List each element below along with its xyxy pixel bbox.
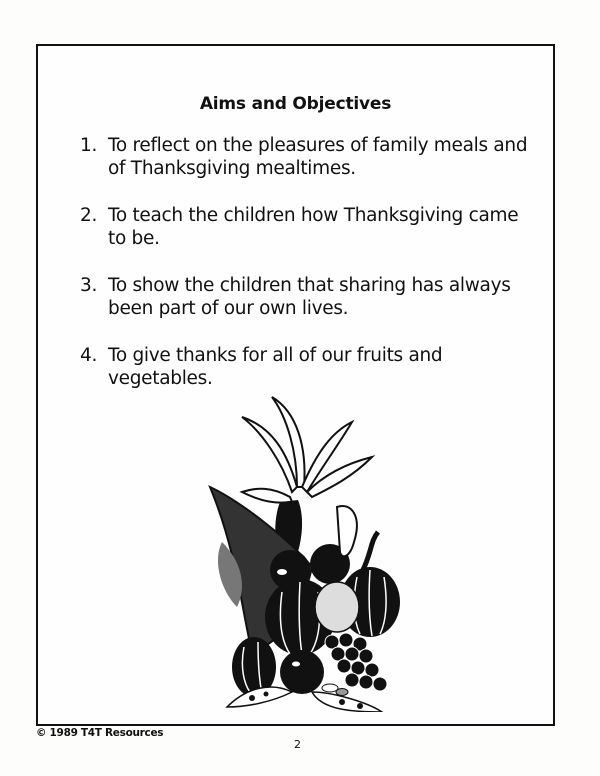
objective-text: To show the children that sharing has always been part of our own lives. <box>108 275 511 319</box>
objective-number: 4. <box>80 345 98 366</box>
page-border-frame <box>36 44 555 726</box>
objective-text: To teach the children how Thanksgiving came to be. <box>108 205 519 249</box>
objective-text: To reflect on the pleasures of family meals and of Thanksgiving mealtimes. <box>108 135 528 179</box>
objectives-list <box>80 134 540 414</box>
objective-item <box>80 204 540 250</box>
copyright-notice: © 1989 T4T Resources <box>36 727 164 739</box>
page-number: 2 <box>294 738 301 751</box>
page-title: Aims and Objectives <box>199 94 392 114</box>
cornucopia-illustration <box>202 392 402 712</box>
objective-text: To give thanks for all of our fruits and vegetables. <box>108 345 443 389</box>
objective-item <box>80 134 540 180</box>
objective-number: 2. <box>80 205 98 226</box>
objective-item <box>80 274 540 320</box>
objective-item <box>80 344 540 390</box>
objective-number: 3. <box>80 275 98 296</box>
objective-number: 1. <box>80 135 98 156</box>
